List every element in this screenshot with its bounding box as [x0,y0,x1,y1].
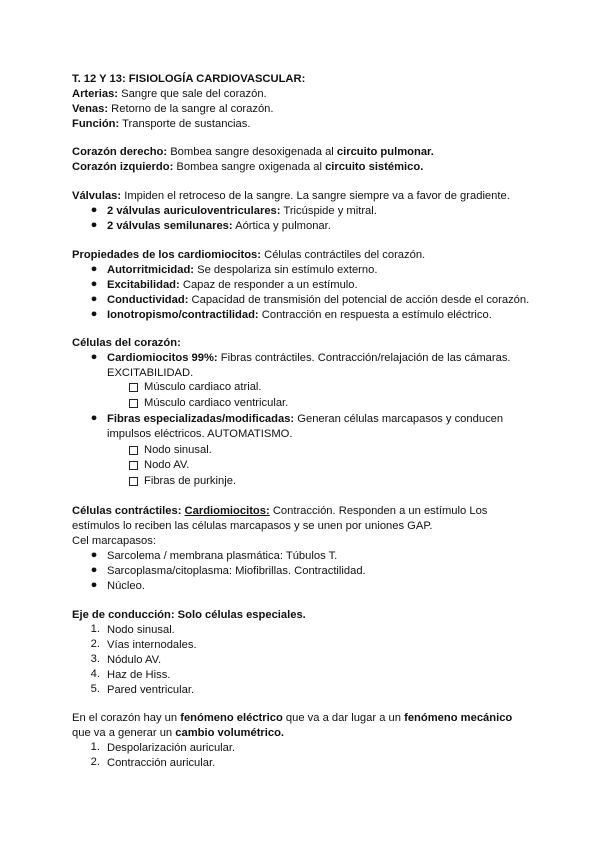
bullet-icon: ● [90,278,98,290]
prop-item: Conductividad: Capacidad de transmisión del potencial de acción desde el corazón. [107,294,530,306]
def-arterias: Arterias: Sangre que sale del corazón. [72,88,267,100]
bullet-icon: ● [90,219,98,231]
contractile-item: Núcleo. [107,580,145,592]
page-title: T. 12 Y 13: FISIOLOGÍA CARDIOVASCULAR: [72,73,306,85]
check-item: Músculo cardiaco ventricular. [144,397,289,409]
axis-item: Haz de Hiss. [107,669,171,681]
contractile-item: Sarcolema / membrana plasmática: Túbulos T. [107,550,338,562]
check-item: Músculo cardiaco atrial. [144,381,262,393]
props-line: Propiedades de los cardiomiocitos: Células contráctiles del corazón. [72,249,426,261]
valves-line: Válvulas: Impiden el retroceso de la sangre. La sangre siempre va a favor de gradiente. [72,190,510,202]
valve-item: 2 válvulas auriculoventriculares: Tricúspide y mitral. [107,205,377,217]
contractile-line: Células contráctiles: Cardiomiocitos: Contracción. Responden a un estímulo Los [72,505,488,517]
cell-type-cardio-cont: EXCITABILIDAD. [107,367,194,379]
phenomenon-item: Despolarización auricular. [107,742,236,754]
bullet-icon: ● [90,564,98,576]
def-funcion: Función: Transporte de sustancias. [72,118,251,130]
axis-item: Vías internodales. [107,639,197,651]
bullet-icon: ● [90,263,98,275]
list-number: 2. [90,756,100,768]
contractile-line2: estímulos lo reciben las células marcapasos y se unen por uniones GAP. [72,520,433,532]
phenomenon-item: Contracción auricular. [107,757,216,769]
bullet-icon: ● [90,293,98,305]
prop-item: Excitabilidad: Capaz de responder a un estímulo. [107,279,358,291]
list-number: 5. [90,683,100,695]
cell-type-special: Fibras especializadas/modificadas: Generan células marcapasos y conducen [107,413,504,425]
axis-item: Nodo sinusal. [107,624,175,636]
list-number: 1. [90,741,100,753]
bullet-icon: ● [90,412,98,424]
check-item: Nodo AV. [144,459,190,471]
bullet-icon: ● [90,351,98,363]
contractile-line3: Cel marcapasos: [72,535,156,547]
def-venas: Venas: Retorno de la sangre al corazón. [72,103,274,115]
checkbox-icon [129,399,138,408]
prop-item: Ionotropismo/contractilidad: Contracción en respuesta a estímulo eléctrico. [107,309,492,321]
bullet-icon: ● [90,549,98,561]
bullet-icon: ● [90,204,98,216]
contractile-item: Sarcoplasma/citoplasma: Miofibrillas. Contractilidad. [107,565,366,577]
checkbox-icon [129,461,138,470]
bullet-icon: ● [90,579,98,591]
heart-left: Corazón izquierdo: Bombea sangre oxigenada al circuito sistémico. [72,161,424,173]
checkbox-icon [129,446,138,455]
bullet-icon: ● [90,308,98,320]
checkbox-icon [129,477,138,486]
phenomenon-line2: que va a generar un cambio volumétrico. [72,727,285,739]
list-number: 3. [90,653,100,665]
heart-right: Corazón derecho: Bombea sangre desoxigenada al circuito pulmonar. [72,146,434,158]
phenomenon-line1: En el corazón hay un fenómeno eléctrico que va a dar lugar a un fenómeno mecánico [72,712,513,724]
checkbox-icon [129,383,138,392]
list-number: 2. [90,638,100,650]
list-number: 1. [90,623,100,635]
cells-heading: Células del corazón: [72,337,181,349]
valve-item: 2 válvulas semilunares: Aórtica y pulmonar. [107,220,331,232]
axis-heading: Eje de conducción: Solo células especiales. [72,609,306,621]
check-item: Fibras de purkinje. [144,475,237,487]
axis-item: Nódulo AV. [107,654,162,666]
check-item: Nodo sinusal. [144,444,212,456]
prop-item: Autorritmicidad: Se despolariza sin estímulo externo. [107,264,378,276]
axis-item: Pared ventricular. [107,684,195,696]
list-number: 4. [90,668,100,680]
cell-type-special-cont: impulsos eléctricos. AUTOMATISMO. [107,428,293,440]
cell-type-cardio: Cardiomiocitos 99%: Fibras contráctiles. Contracción/relajación de las cámaras. [107,352,511,364]
